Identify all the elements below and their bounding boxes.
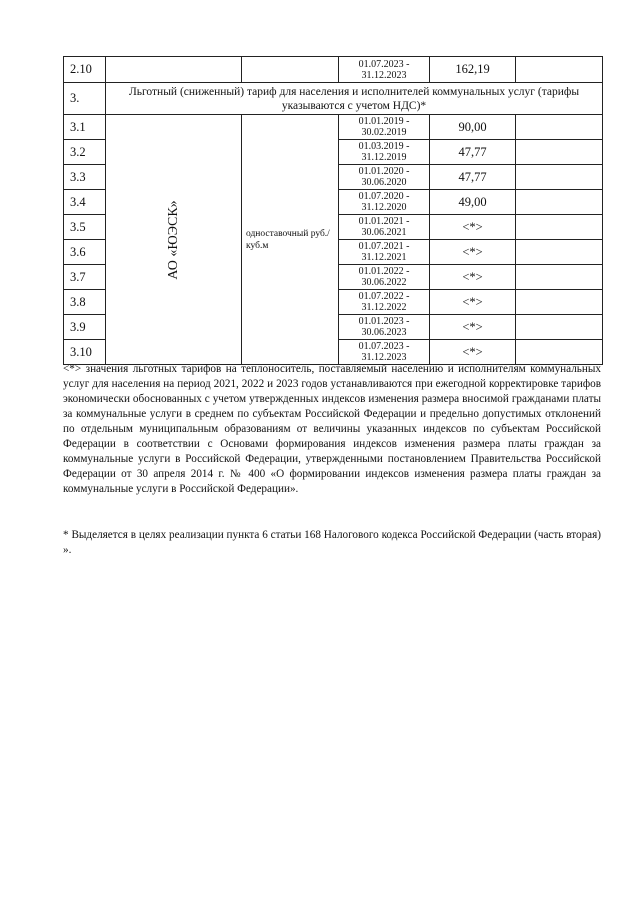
empty-cell (516, 340, 603, 365)
row-number: 3.8 (64, 290, 106, 315)
price-cell: 47,77 (430, 140, 516, 165)
empty-cell (516, 240, 603, 265)
price-cell: <*> (430, 215, 516, 240)
period-cell: 01.01.2023 - 30.06.2023 (339, 315, 430, 340)
tariff-type-cell: одноставочный руб./куб.м (242, 115, 339, 365)
empty-cell (106, 57, 242, 83)
row-number: 3.2 (64, 140, 106, 165)
price-cell: 90,00 (430, 115, 516, 140)
empty-cell (516, 140, 603, 165)
footnote-tariff-indexation: <*> значения льготных тарифов на теплоноситель, поставляемый населению и исполнителям коммунальных услуг для населения на период 2021, 2022 и 2023 годов устанавливаются при ежегодной корректировке тарифов экономически обоснованных с учетом утвержденных индексов изменения размера вносимой гражданами платы за коммунальные услуги в среднем по субъектам Российской Федерации и предельно допустимых отклонений по отдельным муниципальным образованиям от величины указанных индексов по субъектам Российской Федерации в соответствии с Основами формирования индексов изменения размера платы граждан за коммунальные услуги в Российской Федерации, утвержденными постановлением Правительства Российской Федерации от 30 апреля 2014 г. № 400 «О формировании индексов изменения размера платы граждан за коммунальные услуги в Российской Федерации». (63, 363, 601, 495)
row-number: 3.4 (64, 190, 106, 215)
row-number: 3.9 (64, 315, 106, 340)
row-number: 3.1 (64, 115, 106, 140)
empty-cell (516, 215, 603, 240)
period-cell: 01.03.2019 - 31.12.2019 (339, 140, 430, 165)
empty-cell (242, 57, 339, 83)
organization-name: АО «ЮЭСК» (165, 199, 181, 280)
empty-cell (516, 315, 603, 340)
section-heading: Льготный (сниженный) тариф для населения и исполнителей коммунальных услуг (тарифы указываются с учетом НДС)* (106, 83, 603, 115)
empty-cell (516, 265, 603, 290)
price-cell: <*> (430, 290, 516, 315)
tariff-table (63, 56, 603, 365)
row-number: 3.7 (64, 265, 106, 290)
period-cell: 01.07.2022 - 31.12.2022 (339, 290, 430, 315)
empty-cell (516, 290, 603, 315)
period-cell: 01.07.2023 - 31.12.2023 (339, 340, 430, 365)
period-cell: 01.07.2020 - 31.12.2020 (339, 190, 430, 215)
row-number: 3. (64, 83, 106, 115)
table-row (64, 57, 603, 83)
table-row (64, 115, 603, 140)
row-number: 2.10 (64, 57, 106, 83)
price-cell: <*> (430, 340, 516, 365)
price-cell: <*> (430, 315, 516, 340)
table-row (64, 83, 603, 115)
price-cell: 49,00 (430, 190, 516, 215)
row-number: 3.5 (64, 215, 106, 240)
empty-cell (516, 190, 603, 215)
period-cell: 01.07.2023 - 31.12.2023 (339, 57, 430, 83)
period-cell: 01.01.2020 - 30.06.2020 (339, 165, 430, 190)
period-cell: 01.01.2021 - 30.06.2021 (339, 215, 430, 240)
period-cell: 01.07.2021 - 31.12.2021 (339, 240, 430, 265)
empty-cell (516, 57, 603, 83)
price-cell: <*> (430, 240, 516, 265)
empty-cell (516, 165, 603, 190)
row-number: 3.3 (64, 165, 106, 190)
row-number: 3.6 (64, 240, 106, 265)
price-cell: 162,19 (430, 57, 516, 83)
period-cell: 01.01.2019 - 30.02.2019 (339, 115, 430, 140)
organization-cell (106, 115, 242, 365)
period-cell: 01.01.2022 - 30.06.2022 (339, 265, 430, 290)
row-number: 3.10 (64, 340, 106, 365)
price-cell: 47,77 (430, 165, 516, 190)
footnote-vat: * Выделяется в целях реализации пункта 6 статьи 168 Налогового кодекса Российской Федерации (часть вторая) ». (63, 529, 601, 556)
price-cell: <*> (430, 265, 516, 290)
empty-cell (516, 115, 603, 140)
